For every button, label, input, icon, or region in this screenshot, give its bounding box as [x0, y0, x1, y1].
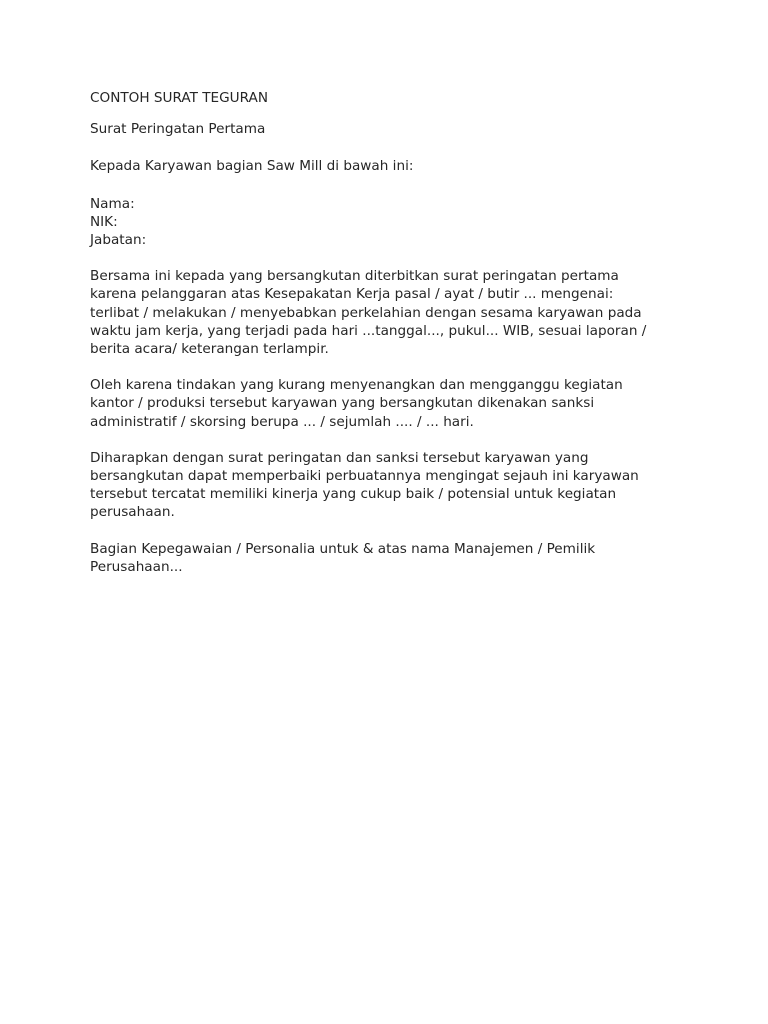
- paragraph-line: bersangkutan dapat memperbaiki perbuatannya mengingat sejauh ini karyawan: [90, 468, 639, 485]
- paragraph-line: terlibat / melakukan / menyebabkan perkelahian dengan sesama karyawan pada: [90, 304, 642, 321]
- paragraph-line: waktu jam kerja, yang terjadi pada hari ...tanggal..., pukul... WIB, sesuai laporan /: [90, 322, 647, 339]
- paragraph-line: karena pelanggaran atas Kesepakatan Kerja pasal / ayat / butir ... mengenai:: [90, 286, 614, 303]
- paragraph-expectation: [90, 449, 690, 522]
- paragraph-line: Oleh karena tindakan yang kurang menyenangkan dan mengganggu kegiatan: [90, 377, 623, 394]
- paragraph-warning: [90, 267, 690, 358]
- paragraph-line: berita acara/ keterangan terlampir.: [90, 341, 329, 358]
- title-text: CONTOH SURAT TEGURAN: [90, 90, 268, 106]
- paragraph-line: administratif / skorsing berupa ... / sejumlah .... / ... hari.: [90, 413, 474, 430]
- signature-line: Perusahaan...: [90, 558, 183, 575]
- paragraph-line: Diharapkan dengan surat peringatan dan sanksi tersebut karyawan yang: [90, 449, 589, 466]
- document-title: [90, 89, 690, 107]
- field-jabatan: Jabatan:: [90, 232, 147, 249]
- document-subtitle: [90, 120, 690, 138]
- paragraph-sanction: [90, 376, 690, 431]
- field-nama: Nama:: [90, 195, 135, 212]
- letter-body: [90, 89, 690, 594]
- employee-fields: [90, 195, 690, 250]
- recipient-line: [90, 157, 690, 175]
- recipient-text: Kepada Karyawan bagian Saw Mill di bawah ini:: [90, 158, 414, 175]
- field-nik: NIK:: [90, 213, 118, 230]
- paragraph-line: tersebut tercatat memiliki kinerja yang cukup baik / potensial untuk kegiatan: [90, 486, 617, 503]
- paragraph-line: perusahaan.: [90, 504, 175, 521]
- subtitle-text: Surat Peringatan Pertama: [90, 121, 266, 138]
- paragraph-line: kantor / produksi tersebut karyawan yang bersangkutan dikenakan sanksi: [90, 395, 595, 412]
- signature-line: Bagian Kepegawaian / Personalia untuk & atas nama Manajemen / Pemilik: [90, 540, 596, 557]
- signature-block: [90, 540, 690, 576]
- paragraph-line: Bersama ini kepada yang bersangkutan diterbitkan surat peringatan pertama: [90, 268, 619, 285]
